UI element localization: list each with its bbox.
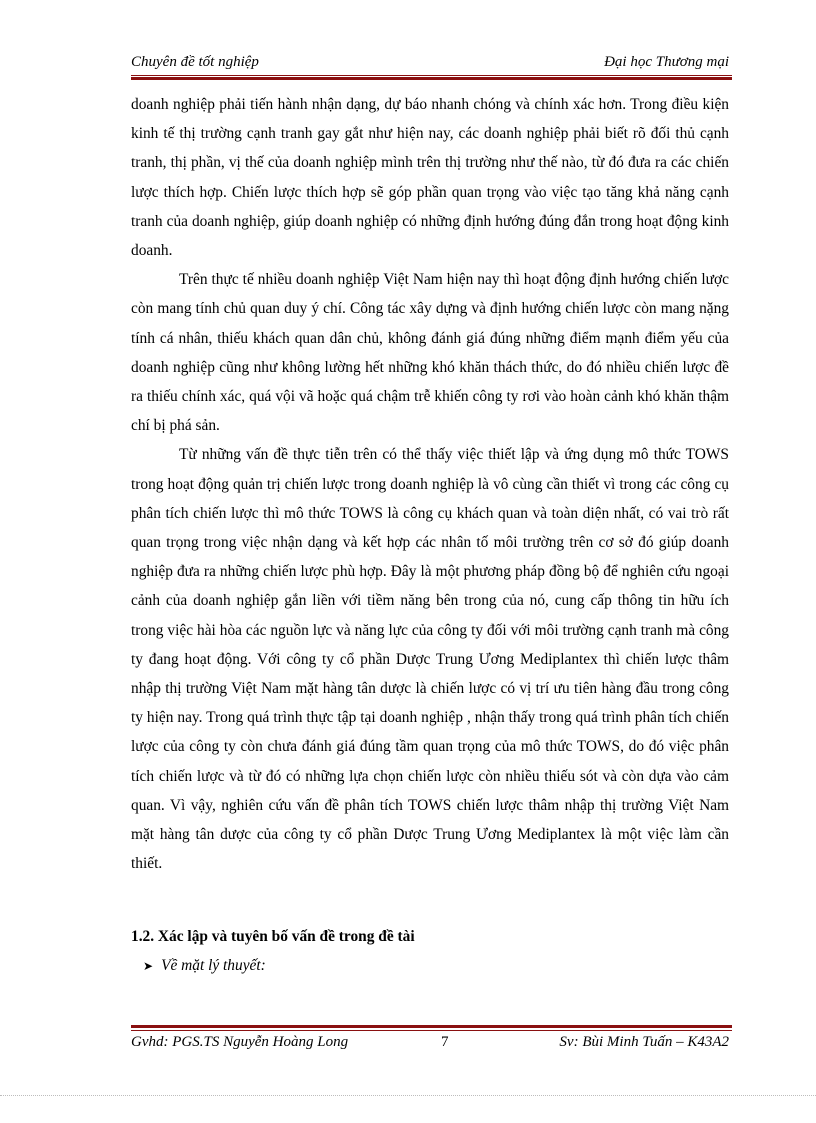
- footer-rule-thin: [131, 1030, 732, 1031]
- page-boundary-dotted-line: [0, 1095, 816, 1096]
- paragraph-3: Từ những vấn đề thực tiễn trên có thể thấy việc thiết lập và ứng dụng mô thức TOWS trong hoạt động quản trị chiến lược trong doanh nghiệp là vô cùng cần thiết vì trong các công cụ phân tích chiến lược thì mô thức TOWS là công cụ khách quan và toàn diện nhất, có vai trò rất quan trọng trong việc nhận dạng và kết hợp các nhân tố môi trường trên cơ sở đó giúp doanh nghiệp đưa ra những chiến lược phù hợp. Đây là một phương pháp đồng bộ để nghiên cứu ngoại cảnh của doanh nghiệp gắn liền với tiềm năng bên trong của nó, cung cấp thông tin hữu ích trong việc hài hòa các nguồn lực và năng lực của công ty đối với môi trường cạnh tranh mà công ty đang hoạt động. Với công ty cổ phần Dược Trung Ương Mediplantex thì chiến lược thâm nhập thị trường Việt Nam mặt hàng tân dược là chiến lược có vị trí ưu tiên hàng đầu trong công ty hiện nay. Trong quá trình thực tập tại doanh nghiệp , nhận thấy trong quá trình phân tích chiến lược của công ty còn chưa đánh giá đúng tầm quan trọng của mô thức TOWS, do đó việc phân tích chiến lược và từ đó có những lựa chọn chiến lược còn nhiều thiếu sót và còn dựa vào cảm quan. Vì vậy, nghiên cứu vấn đề phân tích TOWS chiến lược thâm nhập thị trường Việt Nam mặt hàng tân dược của công ty cổ phần Dược Trung Ương Mediplantex là một việc làm cần thiết.: [131, 446, 729, 873]
- paragraph-1: doanh nghiệp phải tiến hành nhận dạng, dự báo nhanh chóng và chính xác hơn. Trong điều kiện kinh tế thị trường cạnh tranh gay gắt như hiện nay, các doanh nghiệp phải biết rõ đối thủ cạnh tranh, thị phần, vị thế của doanh nghiệp mình trên thị trường như thế nào, từ đó đưa ra các chiến lược thích hợp. Chiến lược thích hợp sẽ góp phần quan trọng vào việc tạo tăng khả năng cạnh tranh của doanh nghiệp, giúp doanh nghiệp có những định hướng đúng đắn trong hoạt động kinh doanh.: [131, 96, 729, 260]
- header-left-title: Chuyên đề tốt nghiệp: [131, 54, 259, 70]
- page-number: 7: [441, 1034, 449, 1050]
- page-header: [131, 52, 729, 74]
- header-rule-thick: [131, 77, 732, 80]
- footer-rule-thick: [131, 1025, 732, 1028]
- paragraph-2: Trên thực tế nhiều doanh nghiệp Việt Nam hiện nay thì hoạt động định hướng chiến lược còn mang tính chủ quan duy ý chí. Công tác xây dựng và định hướng chiến lược còn mang nặng tính cá nhân, thiếu khách quan dân chủ, không đánh giá đúng những điểm mạnh điểm yếu của doanh nghiệp cũng như không lường hết những khó khăn thách thức, do đó nhiều chiến lược đề ra thiếu chính xác, quá vội vã hoặc quá chậm trễ khiến công ty rơi vào hoàn cảnh khó khăn thậm chí bị phá sản.: [131, 271, 729, 435]
- arrowhead-bullet-icon: ➤: [143, 959, 154, 973]
- bullet-item: [143, 957, 266, 975]
- body-text: [131, 90, 729, 878]
- header-right-title: Đại học Thương mại: [604, 54, 729, 70]
- footer-supervisor: Gvhd: PGS.TS Nguyễn Hoàng Long: [131, 1034, 349, 1050]
- page-footer: [131, 1034, 729, 1056]
- section-heading: 1.2. Xác lập và tuyên bố vấn đề trong đề tài: [131, 928, 415, 945]
- header-rule-thin: [131, 75, 732, 76]
- footer-student: Sv: Bùi Minh Tuấn – K43A2: [559, 1034, 729, 1050]
- bullet-text: Về mặt lý thuyết:: [161, 957, 266, 974]
